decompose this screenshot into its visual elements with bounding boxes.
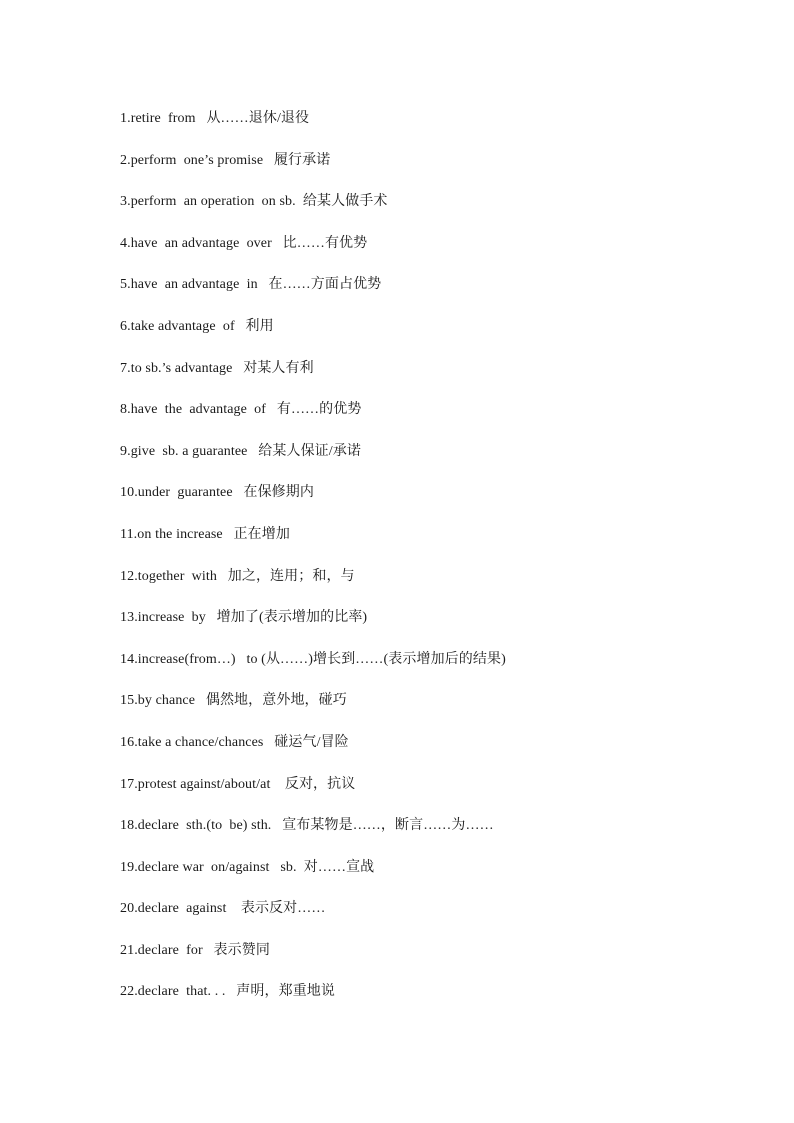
phrase-text: 17.protest against/about/at 反对，抗议 bbox=[120, 776, 356, 792]
phrase-text: 2.perform one’s promise 履行承诺 bbox=[120, 152, 331, 168]
phrase-entry-14 bbox=[120, 649, 506, 691]
phrase-text: 15.by chance 偶然地，意外地，碰巧 bbox=[120, 693, 347, 709]
phrase-text: 9.give sb. a guarantee 给某人保证/承诺 bbox=[120, 443, 361, 459]
phrase-text: 5.have an advantage in 在……方面占优势 bbox=[120, 277, 382, 293]
phrase-text: 20.declare against 表示反对…… bbox=[120, 901, 326, 917]
phrase-text: 12.together with 加之，连用；和，与 bbox=[120, 568, 355, 584]
phrase-entry-4 bbox=[120, 233, 506, 275]
phrase-text: 13.increase by 增加了(表示增加的比率) bbox=[120, 610, 368, 626]
phrase-entry-16 bbox=[120, 732, 506, 774]
phrase-text: 19.declare war on/against sb. 对……宣战 bbox=[120, 859, 375, 875]
phrase-text: 10.under guarantee 在保修期内 bbox=[120, 485, 314, 501]
phrase-text: 6.take advantage of 利用 bbox=[120, 318, 274, 334]
phrase-text: 7.to sb.’s advantage 对某人有利 bbox=[120, 360, 314, 376]
phrase-text: 16.take a chance/chances 碰运气/冒险 bbox=[120, 734, 349, 750]
phrase-text: 11.on the increase 正在增加 bbox=[120, 526, 290, 542]
phrase-entry-12 bbox=[120, 566, 506, 608]
phrase-entry-18 bbox=[120, 815, 506, 857]
phrase-text: 22.declare that. . . 声明，郑重地说 bbox=[120, 984, 335, 1000]
phrase-entry-17 bbox=[120, 774, 506, 816]
phrase-text: 8.have the advantage of 有……的优势 bbox=[120, 402, 362, 418]
phrase-entry-15 bbox=[120, 690, 506, 732]
phrase-text: 3.perform an operation on sb. 给某人做手术 bbox=[120, 194, 388, 210]
phrase-entry-11 bbox=[120, 524, 506, 566]
phrase-entry-20 bbox=[120, 898, 506, 940]
phrase-entry-7 bbox=[120, 358, 506, 400]
phrase-text: 4.have an advantage over 比……有优势 bbox=[120, 235, 368, 251]
phrase-entry-13 bbox=[120, 607, 506, 649]
phrase-entry-5 bbox=[120, 274, 506, 316]
phrase-entry-6 bbox=[120, 316, 506, 358]
phrase-text: 14.increase(from…) to (从……)增长到……(表示增加后的结果) bbox=[120, 651, 506, 667]
phrase-text: 18.declare sth.(to be) sth. 宣布某物是……，断言……为…… bbox=[120, 818, 494, 834]
phrase-entry-8 bbox=[120, 399, 506, 441]
phrase-entry-22 bbox=[120, 981, 506, 1023]
phrase-entry-10 bbox=[120, 482, 506, 524]
phrase-entry-9 bbox=[120, 441, 506, 483]
phrase-entry-19 bbox=[120, 857, 506, 899]
phrase-entry-1 bbox=[120, 108, 506, 150]
phrase-text: 1.retire from 从……退休/退役 bbox=[120, 111, 310, 126]
phrase-entry-2 bbox=[120, 150, 506, 192]
phrase-entry-21 bbox=[120, 940, 506, 982]
phrase-entry-3 bbox=[120, 191, 506, 233]
phrase-text: 21.declare for 表示赞同 bbox=[120, 942, 270, 958]
phrase-list bbox=[120, 108, 506, 1023]
